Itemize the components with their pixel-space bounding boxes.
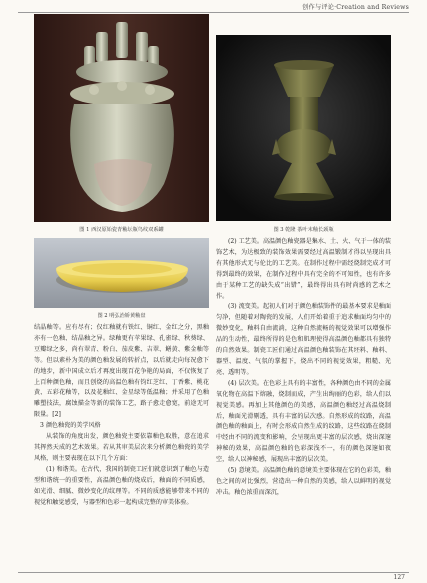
paragraph: (3) 流变美。起初人们对于颜色釉装饰件的最基本要求是釉面匀净，但随着对陶瓷的发展，人们开始着重于追求釉面均匀中的微妙变化，釉料自由流淌，这种自然流畅的视觉效果可以增强作品的生动性，最终所得的是色和肌理使得高温颜色釉都具有独特的自然效果。制瓷工匠们通过高温颜色釉装饰在其坯料、釉料、器型、温度、气氛的掌握下，烧出不同的视觉效果，粗糙、光亮、透明等。 xyxy=(216,303,391,376)
yellow-plate-image xyxy=(34,238,209,308)
paragraph: 结晶釉等。应有尽有；仅红釉就有铁红、铜红、金红之分，黑釉亦有一色釉、结晶釉之异。绿釉更有苹果绿、孔雀绿、秋葵绿、豆瓣绿之多，尚有翠青、粉白、茄皮紫、吉翠、鳝黄、紫金釉等等。但以素朴为美的颜色釉发展的转折点，以后就走向每况愈下的地步，新中国成立后才再度出现百花争艳的局面，不仅恢复了上百种颜色釉，而且创烧的高温色釉有钧红芝红、丁香紫、桃花黄、五彩花釉等，以及花釉红、金星绿等低温釉；并采用了色釉雕塑技法，腐蚀描金等新的装饰工艺，路子愈走愈宽，前途无可限量。[2] xyxy=(34,324,209,419)
paragraph: (5) 意境美。高温颜色釉的意境美主要体现在它的色彩美，釉色之间的对比强烈，营造出一种自然的美感，给人以鲜明的视觉冲击。釉色浓重而深沉， xyxy=(216,467,391,496)
figure-2-caption: 图 2 明弘治娇黄釉盘 xyxy=(97,313,146,319)
header-rule xyxy=(18,12,409,13)
section-heading: 3 颜色釉瓷的美学风格 xyxy=(40,422,101,430)
page-number: 127 xyxy=(393,574,405,581)
celadon-jar-image xyxy=(34,14,209,222)
paragraph: (4) 层次美。在色彩上具有的丰富性，各种颜色由不同的金属氧化物在高温下熔融，烧制而成，产生出绚丽的色彩，给人们以视觉美感。再加上其他颜色的美感，高温颜色釉经过高温烧制后，釉面光滑剔透，具有丰富的层次感。自然形成的纹路，高温颜色釉的釉面上，有时会形成自然生成的纹路，这些纹路在烧制中经由不同的流变和影响，会呈现出更丰富的层次感，烧出深邃神秘的效果，高温颜色釉的色彩深浅不一，有的颜色深邃如夜空，给人以神秘感，展现出丰富的层次美。 xyxy=(216,379,391,464)
left-text-column xyxy=(34,323,209,569)
paragraph: 从装饰的角度出发，颜色釉瓷主要依靠釉色取胜，意在追求其挥然天成的艺术效果。若从其审美层次来分析颜色釉瓷的美学风格，则主要表现在以下几个方面： xyxy=(34,433,209,462)
footer-rule xyxy=(18,572,409,573)
running-header: 创作与评论·Creation and Reviews xyxy=(302,4,409,11)
figure-1-celadon-jar xyxy=(34,14,209,222)
figure-3-caption: 图 3 乾隆 茶叶末釉长颈瓶 xyxy=(273,227,334,233)
figure-1-caption: 图 1 西汉原始瓷青釉坛瓶鸟纹双系罐 xyxy=(79,227,164,233)
figure-3-tea-dust-vase xyxy=(216,35,391,221)
tea-dust-vase-image xyxy=(216,35,391,221)
paragraph: (1) 和谐美。在古代，我国的制瓷工匠们就意识到了釉色与造型和谐统一的重要性，高温颜色釉的烧成后，釉面的不同质感，如光滑、细腻、微妙变化的纹理等。不同的质感能够带来不同的视觉和触觉感受，与器型和色彩一起构成完整的审美体验。 xyxy=(34,465,209,506)
figure-2-yellow-plate xyxy=(34,238,209,308)
paragraph: (2) 工艺美。高温颜色釉瓷器是集水、土、火、气于一体的装饰艺术，为达极致的装饰效果需要经过高温锻制才得以呈现出具有其他形式无与伦比的工艺美。在制作过程中需经烧制完成才可得到最终的效果，在制作过程中具有完全的不可知性，也有许多由于某种工艺的缺失成“出错”，最终得出具有时尚感的艺术之作。 xyxy=(216,238,391,300)
right-text-column xyxy=(216,237,391,569)
